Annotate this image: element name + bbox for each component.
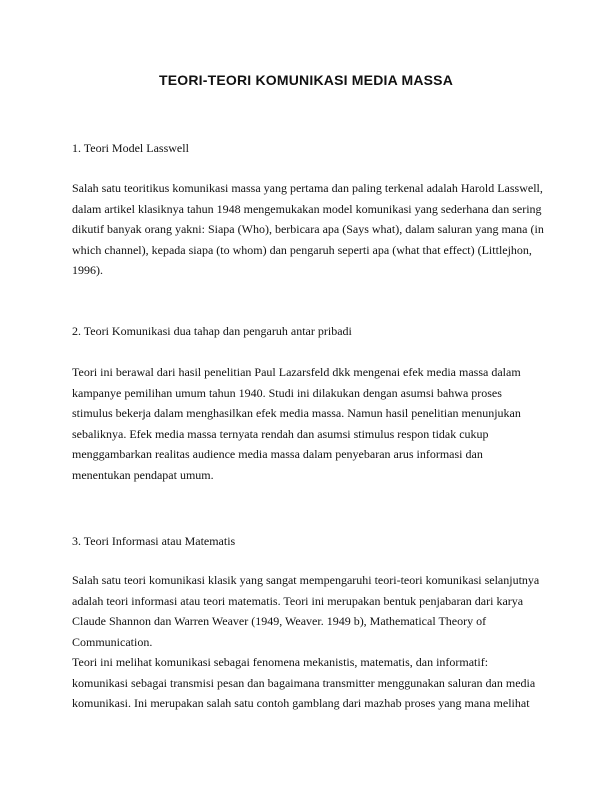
section-3-paragraph-1: Salah satu teori komunikasi klasik yang sangat mempengaruhi teori-teori komunikasi selanjutnya adalah teori informasi atau teori matematis. Teori ini merupakan bentuk penjabaran dari karya Claude Shannon dan Warren Weaver (1949, Weaver. 1949 b), Mathematical Theory of Communication. [72, 573, 540, 649]
document-title: TEORI-TEORI KOMUNIKASI MEDIA MASSA [158, 72, 454, 88]
section-heading-2: 2. Teori Komunikasi dua tahap dan pengaruh antar pribadi [72, 324, 352, 338]
section-heading-3: 3. Teori Informasi atau Matematis [72, 534, 236, 548]
section-1-paragraph: Salah satu teoritikus komunikasi massa yang pertama dan paling terkenal adalah Harold Lasswell, dalam artikel klasiknya tahun 1948 mengemukakan model komunikasi yang sederhana dan sering dikutif banyak orang yakni: Siapa (Who), berbicara apa (Says what), dalam saluran yang mana (in which channel), kepada siapa (to whom) dan pengaruh seperti apa (what that effect) (Littlejhon, 1996). [72, 181, 544, 277]
section-heading-1: 1. Teori Model Lasswell [72, 141, 189, 155]
section-2-paragraph: Teori ini berawal dari hasil penelitian Paul Lazarsfeld dkk mengenai efek media massa dalam kampanye pemilihan umum tahun 1940. Studi ini dilakukan dengan asumsi bahwa proses stimulus bekerja dalam menghasilkan efek media massa. Namun hasil penelitian menunjukan sebaliknya. Efek media massa ternyata rendah dan asumsi stimulus respon tidak cukup menggambarkan realitas audience media massa dalam penyebaran arus informasi dan menentukan pendapat umum. [72, 365, 521, 482]
section-3-paragraph-2: Teori ini melihat komunikasi sebagai fenomena mekanistis, matematis, dan informatif: komunikasi sebagai transmisi pesan dan bagaimana transmitter menggunakan saluran dan media komunikasi. Ini merupakan salah satu contoh gamblang dari mazhab proses yang mana melihat [72, 655, 536, 710]
